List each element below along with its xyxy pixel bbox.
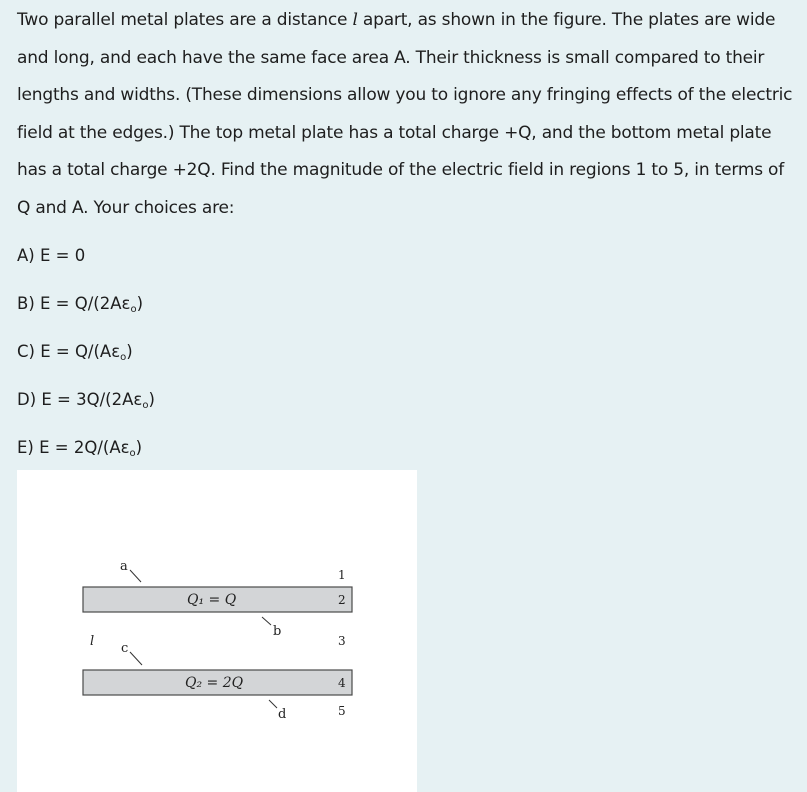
figure-container (17, 470, 417, 792)
choice-a-text: A) E = 0 (17, 246, 86, 265)
point-d-label: d (278, 707, 287, 722)
distance-symbol: l (352, 10, 358, 30)
point-b-leader (262, 617, 271, 625)
problem-statement (17, 2, 797, 227)
region-2-label: 2 (338, 593, 346, 607)
parallel-plates-figure (17, 470, 417, 792)
choice-d-text: D) E = 3Q/(2Aε (17, 390, 143, 409)
choice-d (17, 382, 155, 430)
region-3-label: 3 (338, 634, 346, 648)
choice-b-tail: ) (136, 294, 143, 313)
point-c-label: c (121, 641, 129, 656)
choice-c (17, 334, 155, 382)
region-1-label: 1 (338, 568, 346, 582)
bottom-plate-charge-label: Q₂ = 2Q (185, 675, 244, 691)
choice-e-text: E) E = 2Q/(Aε (17, 438, 130, 457)
top-plate-charge-label: Q₁ = Q (187, 592, 237, 608)
problem-text-part1: Two parallel metal plates are a distance (17, 10, 353, 30)
problem-text-part2: apart, as shown in the figure. The plates are wide and long, and each have the same face area A. Their thickness is small compared to their lengths and widths. (These dimensions allow you to ignore any fringing effects of the electric field at the edges.) The top metal plate has a total charge +Q, and the bottom metal plate has a total charge +2Q. Find the magnitude of the electric field in regions 1 to 5, in terms of Q and A. Your choices are: (17, 10, 793, 218)
choice-d-tail: ) (148, 390, 155, 409)
choice-b-text: B) E = Q/(2Aε (17, 294, 131, 313)
point-c-leader (130, 652, 142, 665)
choice-d-sub: o (142, 400, 149, 411)
distance-label: l (90, 634, 95, 649)
point-a-label: a (120, 559, 128, 574)
choice-b-sub: o (130, 304, 137, 315)
choice-b (17, 286, 155, 334)
point-b-label: b (273, 624, 282, 639)
choice-a (17, 238, 155, 286)
choice-c-tail: ) (126, 342, 133, 361)
point-a-leader (130, 570, 141, 582)
choice-e-sub: o (129, 448, 136, 459)
region-5-label: 5 (338, 704, 346, 718)
answer-choices (17, 238, 155, 478)
choice-e-tail: ) (135, 438, 143, 457)
choice-c-text: C) E = Q/(Aε (17, 342, 121, 361)
point-d-leader (269, 700, 277, 708)
choice-c-sub: o (120, 352, 127, 363)
region-4-label: 4 (338, 676, 346, 690)
